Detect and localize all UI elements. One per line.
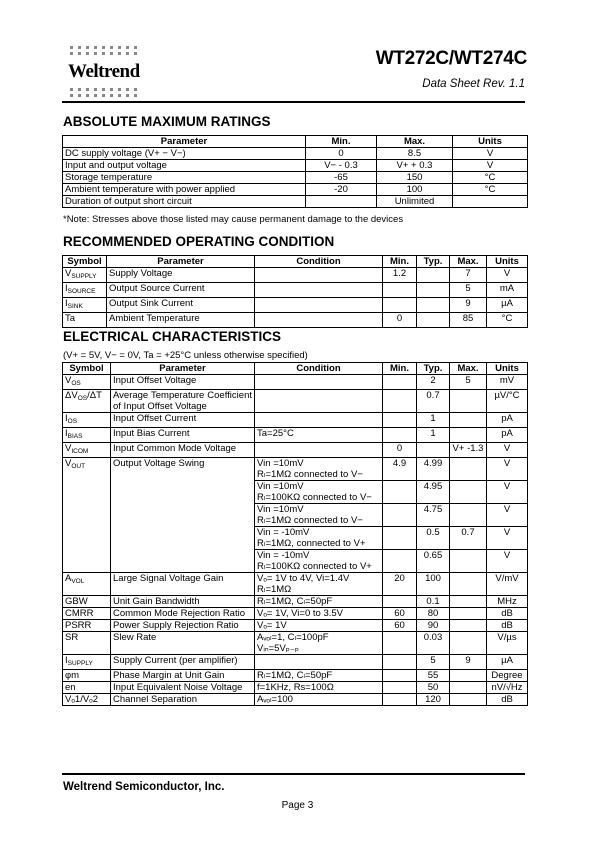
max-cell: 5 bbox=[450, 283, 487, 298]
condition-cell: Vₒ= 1V, Vi=0 to 3.5V bbox=[255, 608, 383, 620]
min-cell bbox=[383, 390, 417, 413]
condition-line: Rₗ=1MΩ, connected to V+ bbox=[257, 538, 366, 549]
condition-cell: Vₒ= 1V bbox=[255, 620, 383, 632]
column-header: Condition bbox=[255, 256, 383, 268]
condition-cell: Rₗ=1MΩ, Cₗ=50pF bbox=[255, 596, 383, 608]
max-cell bbox=[450, 573, 487, 596]
table-row bbox=[63, 375, 528, 390]
typ-cell: 90 bbox=[417, 620, 450, 632]
column-header: Units bbox=[487, 363, 528, 375]
typ-cell bbox=[417, 268, 450, 283]
min-cell bbox=[383, 682, 417, 694]
min-cell bbox=[383, 504, 417, 527]
column-header: Typ. bbox=[417, 363, 450, 375]
typ-cell: 5 bbox=[417, 655, 450, 670]
min-cell bbox=[383, 375, 417, 390]
max-cell bbox=[450, 413, 487, 428]
parameter-cell: Input Common Mode Voltage bbox=[111, 443, 255, 458]
column-header: Min. bbox=[383, 363, 417, 375]
table-row bbox=[63, 682, 528, 694]
max-cell: 7 bbox=[450, 268, 487, 283]
unit-cell: MHz bbox=[487, 596, 528, 608]
parameter-cell: Output Sink Current bbox=[107, 298, 255, 313]
max-cell: 0.7 bbox=[450, 527, 487, 550]
symbol-text: I bbox=[65, 413, 68, 424]
table-row bbox=[63, 413, 528, 428]
min-cell: V− - 0.3 bbox=[306, 160, 377, 172]
min-cell bbox=[383, 655, 417, 670]
parameter-cell: Channel Separation bbox=[111, 694, 255, 706]
parameter-cell: Power Supply Rejection Ratio bbox=[111, 620, 255, 632]
symbol-cell: PSRR bbox=[63, 620, 111, 632]
unit-cell: µV/°C bbox=[487, 390, 528, 413]
typ-cell: 55 bbox=[417, 670, 450, 682]
symbol-cell bbox=[63, 573, 111, 596]
unit-cell: dB bbox=[487, 694, 528, 706]
unit-cell: °C bbox=[487, 313, 528, 328]
symbol-subscript: OS bbox=[71, 380, 81, 387]
document-revision: Data Sheet Rev. 1.1 bbox=[422, 78, 525, 90]
symbol-text: ΔV bbox=[65, 390, 78, 401]
condition-cell bbox=[255, 504, 383, 527]
unit-cell: µA bbox=[487, 655, 528, 670]
parameter-cell: Average Temperature Coefficient of Input Offset Voltage bbox=[111, 390, 255, 413]
column-header: Units bbox=[487, 256, 528, 268]
condition-cell bbox=[255, 458, 383, 481]
unit-cell: pA bbox=[487, 428, 528, 443]
typ-cell bbox=[417, 443, 450, 458]
typ-cell: 0.7 bbox=[417, 390, 450, 413]
typ-cell bbox=[417, 298, 450, 313]
typ-cell bbox=[417, 283, 450, 298]
condition-line: Vₒ= 1V to 4V, Vi=1.4V bbox=[257, 573, 350, 584]
parameter-cell: DC supply voltage (V+ − V−) bbox=[63, 148, 306, 160]
table-row bbox=[63, 694, 528, 706]
parameter-cell: Phase Margin at Unit Gain bbox=[111, 670, 255, 682]
unit-cell: V bbox=[487, 458, 528, 481]
condition-line: Vin =10mV bbox=[257, 504, 304, 515]
max-cell: 85 bbox=[450, 313, 487, 328]
column-header: Symbol bbox=[63, 363, 111, 375]
symbol-subscript: ICOM bbox=[71, 448, 89, 455]
max-cell bbox=[450, 481, 487, 504]
min-cell bbox=[383, 670, 417, 682]
condition-line: Aᵥₒₗ=1, Cₗ=100pF bbox=[257, 632, 329, 643]
table-row bbox=[63, 573, 528, 596]
min-cell: 60 bbox=[383, 620, 417, 632]
parameter-cell: Duration of output short circuit bbox=[63, 196, 306, 208]
unit-cell: °C bbox=[453, 184, 528, 196]
symbol-cell bbox=[63, 375, 111, 390]
unit-cell: µA bbox=[487, 298, 528, 313]
condition-line: Rₗ=100KΩ connected to V− bbox=[257, 492, 372, 503]
condition-cell bbox=[255, 268, 383, 283]
table-row bbox=[63, 458, 528, 481]
symbol-cell bbox=[63, 443, 111, 458]
table-row bbox=[63, 313, 528, 328]
symbol-cell bbox=[63, 298, 107, 313]
table-row bbox=[63, 596, 528, 608]
symbol-subscript: SUPPLY bbox=[67, 660, 93, 667]
column-header: Parameter bbox=[107, 256, 255, 268]
electrical-table bbox=[62, 362, 528, 706]
symbol-text: V bbox=[65, 375, 72, 386]
min-cell: 20 bbox=[383, 573, 417, 596]
condition-cell bbox=[255, 481, 383, 504]
footer-company: Weltrend Semiconductor, Inc. bbox=[63, 781, 225, 793]
max-cell: 8.5 bbox=[377, 148, 453, 160]
max-cell: 150 bbox=[377, 172, 453, 184]
min-cell: -20 bbox=[306, 184, 377, 196]
unit-cell: V bbox=[487, 443, 528, 458]
min-cell bbox=[383, 596, 417, 608]
condition-cell bbox=[255, 573, 383, 596]
max-cell: 9 bbox=[450, 298, 487, 313]
symbol-cell: SR bbox=[63, 632, 111, 655]
condition-cell bbox=[255, 632, 383, 655]
typ-cell: 1 bbox=[417, 413, 450, 428]
unit-cell bbox=[453, 196, 528, 208]
rec-op-table bbox=[62, 255, 528, 328]
symbol-cell bbox=[63, 413, 111, 428]
max-cell: V+ + 0.3 bbox=[377, 160, 453, 172]
max-cell bbox=[450, 458, 487, 481]
parameter-cell: Storage temperature bbox=[63, 172, 306, 184]
table-row bbox=[63, 148, 528, 160]
column-header: Symbol bbox=[63, 256, 107, 268]
max-cell bbox=[450, 670, 487, 682]
min-cell: 0 bbox=[383, 313, 417, 328]
symbol-text: V bbox=[65, 458, 72, 469]
symbol-text: Ta bbox=[65, 313, 76, 324]
symbol-text: V bbox=[65, 443, 72, 454]
parameter-cell: Large Signal Voltage Gain bbox=[111, 573, 255, 596]
min-cell bbox=[306, 196, 377, 208]
company-logo bbox=[66, 44, 146, 100]
unit-cell: V bbox=[487, 504, 528, 527]
symbol-cell bbox=[63, 283, 107, 298]
unit-cell: V/µs bbox=[487, 632, 528, 655]
typ-cell: 120 bbox=[417, 694, 450, 706]
table-header-row bbox=[63, 136, 528, 148]
condition-line: Vin =10mV bbox=[257, 481, 304, 492]
min-cell: 1.2 bbox=[383, 268, 417, 283]
typ-cell: 4.75 bbox=[417, 504, 450, 527]
typ-cell: 4.99 bbox=[417, 458, 450, 481]
section-title-rec-op: RECOMMENDED OPERATING CONDITION bbox=[63, 234, 335, 249]
typ-cell: 0.1 bbox=[417, 596, 450, 608]
symbol-cell bbox=[63, 655, 111, 670]
table-row bbox=[63, 670, 528, 682]
symbol-text: V bbox=[65, 268, 72, 279]
column-header: Condition bbox=[255, 363, 383, 375]
condition-cell bbox=[255, 550, 383, 573]
symbol-cell bbox=[63, 268, 107, 283]
condition-line: Vᵢₙ=5Vₚ₋ₚ bbox=[257, 643, 299, 654]
column-header: Parameter bbox=[63, 136, 306, 148]
unit-cell: V bbox=[487, 481, 528, 504]
symbol-subscript: SUPPLY bbox=[71, 273, 97, 280]
table-header-row bbox=[63, 256, 528, 268]
unit-cell: V/mV bbox=[487, 573, 528, 596]
condition-cell bbox=[255, 375, 383, 390]
unit-cell: nV/√Hz bbox=[487, 682, 528, 694]
typ-cell: 0.5 bbox=[417, 527, 450, 550]
max-cell bbox=[450, 504, 487, 527]
condition-line: Rₗ=1MΩ bbox=[257, 584, 292, 595]
max-cell bbox=[450, 390, 487, 413]
table-row bbox=[63, 390, 528, 413]
column-header: Units bbox=[453, 136, 528, 148]
max-cell bbox=[450, 632, 487, 655]
condition-line: Rₗ=1MΩ connected to V− bbox=[257, 515, 363, 526]
typ-cell: 2 bbox=[417, 375, 450, 390]
parameter-cell: Unit Gain Bandwidth bbox=[111, 596, 255, 608]
unit-cell: dB bbox=[487, 620, 528, 632]
symbol-cell: CMRR bbox=[63, 608, 111, 620]
page-number: Page 3 bbox=[281, 800, 314, 811]
condition-cell bbox=[255, 313, 383, 328]
parameter-cell: Ambient Temperature bbox=[107, 313, 255, 328]
parameter-cell: Supply Current (per amplifier) bbox=[111, 655, 255, 670]
max-cell: Unlimited bbox=[377, 196, 453, 208]
column-header: Parameter bbox=[111, 363, 255, 375]
condition-cell: Ta=25°C bbox=[255, 428, 383, 443]
parameter-cell: Input Equivalent Noise Voltage bbox=[111, 682, 255, 694]
unit-cell: V bbox=[487, 527, 528, 550]
abs-max-note: *Note: Stresses above those listed may cause permanent damage to the devices bbox=[63, 214, 404, 225]
max-cell bbox=[450, 620, 487, 632]
min-cell bbox=[383, 550, 417, 573]
table-row bbox=[63, 196, 528, 208]
table-row bbox=[63, 184, 528, 196]
table-row bbox=[63, 443, 528, 458]
condition-cell bbox=[255, 527, 383, 550]
parameter-cell: Common Mode Rejection Ratio bbox=[111, 608, 255, 620]
min-cell: -65 bbox=[306, 172, 377, 184]
condition-line: Vin = -10mV bbox=[257, 527, 310, 538]
symbol-cell bbox=[63, 458, 111, 573]
min-cell: 60 bbox=[383, 608, 417, 620]
table-row bbox=[63, 428, 528, 443]
unit-cell: Degree bbox=[487, 670, 528, 682]
symbol-suffix: /ΔT bbox=[87, 390, 102, 401]
symbol-cell bbox=[63, 428, 111, 443]
max-cell: 9 bbox=[450, 655, 487, 670]
unit-cell: V bbox=[453, 148, 528, 160]
condition-cell: f=1KHz, Rs=100Ω bbox=[255, 682, 383, 694]
electrical-conditions-note: (V+ = 5V, V− = 0V, Ta = +25°C unless otherwise specified) bbox=[63, 350, 308, 361]
column-header: Min. bbox=[306, 136, 377, 148]
symbol-text: I bbox=[65, 283, 68, 294]
symbol-subscript: BIAS bbox=[67, 433, 83, 440]
max-cell bbox=[450, 694, 487, 706]
max-cell bbox=[450, 428, 487, 443]
symbol-cell bbox=[63, 390, 111, 413]
symbol-cell: Vₒ1/Vₒ2 bbox=[63, 694, 111, 706]
logo-text: Weltrend bbox=[68, 61, 140, 82]
parameter-cell: Slew Rate bbox=[111, 632, 255, 655]
parameter-cell: Supply Voltage bbox=[107, 268, 255, 283]
min-cell bbox=[383, 428, 417, 443]
typ-cell: 1 bbox=[417, 428, 450, 443]
min-cell bbox=[383, 481, 417, 504]
symbol-cell: φm bbox=[63, 670, 111, 682]
max-cell bbox=[450, 596, 487, 608]
table-row bbox=[63, 620, 528, 632]
parameter-cell: Output Voltage Swing bbox=[111, 458, 255, 573]
section-title-electrical: ELECTRICAL CHARACTERISTICS bbox=[63, 329, 282, 344]
max-cell: 100 bbox=[377, 184, 453, 196]
symbol-text: I bbox=[65, 298, 68, 309]
table-header-row bbox=[63, 363, 528, 375]
min-cell: 4.9 bbox=[383, 458, 417, 481]
min-cell bbox=[383, 632, 417, 655]
max-cell bbox=[450, 550, 487, 573]
symbol-text: A bbox=[65, 573, 72, 584]
symbol-text: I bbox=[65, 428, 68, 439]
min-cell bbox=[383, 694, 417, 706]
symbol-subscript: SINK bbox=[67, 303, 83, 310]
unit-cell: pA bbox=[487, 413, 528, 428]
typ-cell: 100 bbox=[417, 573, 450, 596]
min-cell bbox=[383, 298, 417, 313]
table-row bbox=[63, 283, 528, 298]
min-cell bbox=[383, 283, 417, 298]
typ-cell: 80 bbox=[417, 608, 450, 620]
symbol-cell bbox=[63, 313, 107, 328]
table-row bbox=[63, 172, 528, 184]
column-header: Max. bbox=[377, 136, 453, 148]
footer-rule bbox=[62, 773, 525, 775]
column-header: Typ. bbox=[417, 256, 450, 268]
document-title: WT272C/WT274C bbox=[375, 48, 527, 69]
parameter-cell: Output Source Current bbox=[107, 283, 255, 298]
max-cell bbox=[450, 608, 487, 620]
unit-cell: mV bbox=[487, 375, 528, 390]
unit-cell: V bbox=[487, 550, 528, 573]
table-row bbox=[63, 298, 528, 313]
column-header: Min. bbox=[383, 256, 417, 268]
symbol-text: I bbox=[65, 655, 68, 666]
symbol-cell: en bbox=[63, 682, 111, 694]
typ-cell: 50 bbox=[417, 682, 450, 694]
table-row bbox=[63, 608, 528, 620]
min-cell bbox=[383, 527, 417, 550]
header-rule bbox=[62, 101, 525, 103]
symbol-subscript: SOURCE bbox=[67, 288, 96, 295]
condition-cell bbox=[255, 655, 383, 670]
symbol-subscript: OS bbox=[67, 418, 78, 425]
section-title-abs-max: ABSOLUTE MAXIMUM RATINGS bbox=[63, 114, 271, 129]
column-header: Max. bbox=[450, 256, 487, 268]
condition-cell bbox=[255, 298, 383, 313]
column-header: Max. bbox=[450, 363, 487, 375]
unit-cell: mA bbox=[487, 283, 528, 298]
condition-cell bbox=[255, 283, 383, 298]
table-row bbox=[63, 160, 528, 172]
condition-line: Rₗ=100KΩ connected to V+ bbox=[257, 561, 372, 572]
table-row bbox=[63, 655, 528, 670]
condition-cell: Aᵥₒₗ=100 bbox=[255, 694, 383, 706]
max-cell: 5 bbox=[450, 375, 487, 390]
symbol-cell: GBW bbox=[63, 596, 111, 608]
table-row bbox=[63, 268, 528, 283]
condition-cell bbox=[255, 390, 383, 413]
symbol-subscript: OS bbox=[77, 395, 88, 402]
typ-cell: 0.03 bbox=[417, 632, 450, 655]
abs-max-table bbox=[62, 135, 528, 208]
typ-cell: 4.95 bbox=[417, 481, 450, 504]
unit-cell: °C bbox=[453, 172, 528, 184]
symbol-subscript: VOL bbox=[71, 578, 85, 585]
max-cell bbox=[450, 682, 487, 694]
condition-line: Rₗ=1MΩ connected to V− bbox=[257, 469, 363, 480]
condition-cell: Rₗ=1MΩ, Cₗ=50pF bbox=[255, 670, 383, 682]
typ-cell: 0.65 bbox=[417, 550, 450, 573]
parameter-cell: Input Offset Voltage bbox=[111, 375, 255, 390]
condition-line: Vin =10mV bbox=[257, 458, 304, 469]
max-cell: V+ -1.3 bbox=[450, 443, 487, 458]
condition-line: Vin = -10mV bbox=[257, 550, 310, 561]
unit-cell: V bbox=[487, 268, 528, 283]
table-row bbox=[63, 632, 528, 655]
condition-cell bbox=[255, 413, 383, 428]
parameter-cell: Input Bias Current bbox=[111, 428, 255, 443]
parameter-cell: Input and output voltage bbox=[63, 160, 306, 172]
parameter-cell: Ambient temperature with power applied bbox=[63, 184, 306, 196]
min-cell bbox=[383, 413, 417, 428]
symbol-subscript: OUT bbox=[71, 463, 86, 470]
typ-cell bbox=[417, 313, 450, 328]
unit-cell: dB bbox=[487, 608, 528, 620]
condition-cell bbox=[255, 443, 383, 458]
min-cell: 0 bbox=[306, 148, 377, 160]
unit-cell: V bbox=[453, 160, 528, 172]
parameter-cell: Input Offset Current bbox=[111, 413, 255, 428]
min-cell: 0 bbox=[383, 443, 417, 458]
